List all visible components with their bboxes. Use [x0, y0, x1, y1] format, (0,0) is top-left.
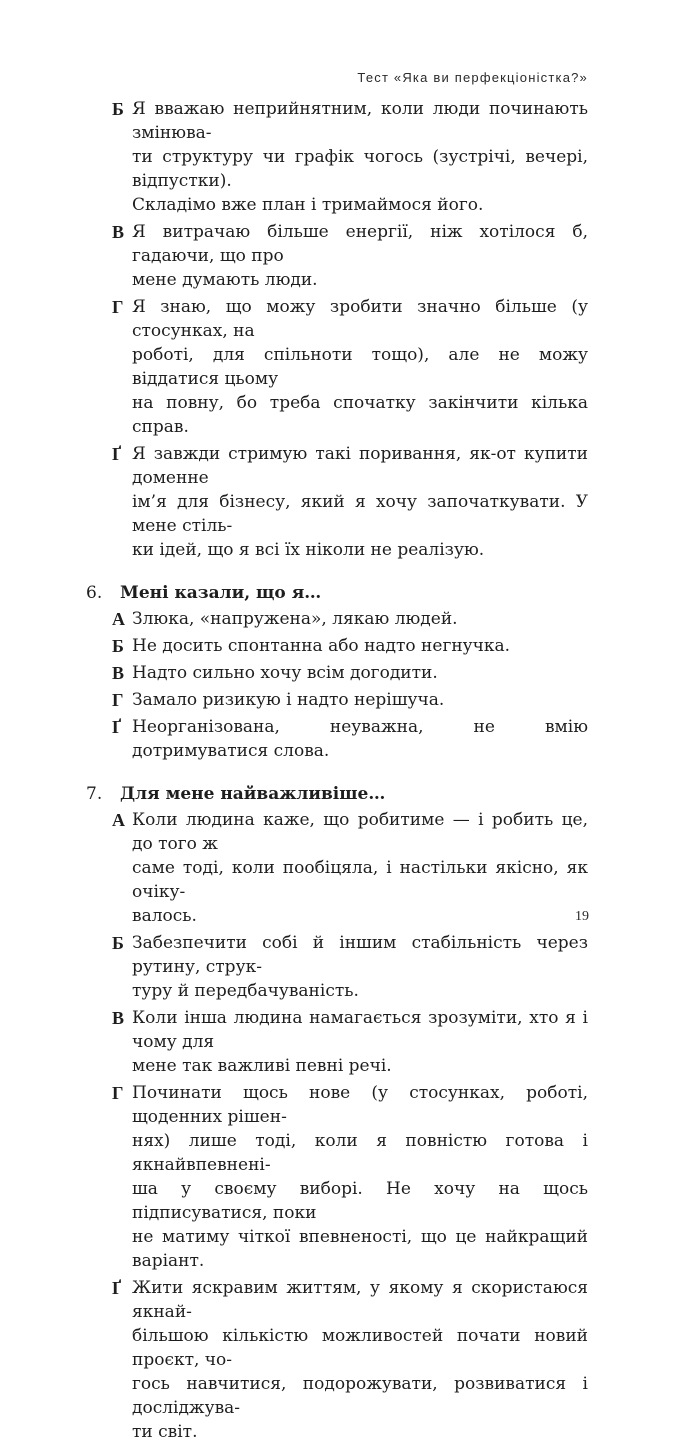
answer-option — [86, 931, 588, 1003]
option-line: Починати щось нове (у стосунках, роботі, щоденних рішен- — [132, 1083, 588, 1127]
option-letter: В — [112, 1008, 125, 1028]
option-text — [132, 1006, 588, 1078]
option-line: ім’я для бізнесу, який я хочу започаткувати. У мене стіль- — [132, 492, 588, 536]
option-letter: В — [112, 663, 125, 683]
option-line: Забезпечити собі й іншим стабільність через рутину, струк- — [132, 933, 588, 977]
answer-option — [86, 808, 588, 928]
option-line: Я вважаю неприйнятним, коли люди починають змінюва- — [132, 99, 588, 143]
answer-option — [86, 661, 588, 685]
option-line: Неорганізована, неуважна, не вмію дотримуватися слова. — [132, 717, 588, 761]
option-line: Я завжди стримую такі поривання, як-от купити доменне — [132, 444, 588, 488]
option-line: на повну, бо треба спочатку закінчити кілька справ. — [132, 393, 588, 437]
option-line: Я витрачаю більше енергії, ніж хотілося б, гадаючи, що про — [132, 222, 588, 266]
question-heading — [86, 782, 588, 806]
option-line: ша у своєму виборі. Не хочу на щось підписуватися, поки — [132, 1179, 588, 1223]
option-letter: В — [112, 222, 125, 242]
option-text — [132, 661, 588, 685]
question-title: Для мене найважливіше… — [120, 784, 386, 804]
option-line: саме тоді, коли пообіцяла, і настільки якісно, як очіку- — [132, 858, 588, 902]
option-line: більшою кількістю можливостей почати новий проєкт, чо- — [132, 1326, 588, 1370]
option-text — [132, 1081, 588, 1273]
option-line: Жити яскравим життям, у якому я скористаюся якнай- — [132, 1278, 588, 1322]
option-letter: Ґ — [112, 444, 122, 464]
option-letter: А — [112, 609, 125, 629]
option-letter: Г — [112, 297, 124, 317]
page-number: 19 — [575, 909, 589, 924]
page-content — [86, 97, 588, 1444]
option-line: Коли інша людина намагається зрозуміти, хто я і чому для — [132, 1008, 588, 1052]
question-number: 6. — [86, 583, 103, 603]
option-letter: Б — [112, 933, 124, 953]
answer-option — [86, 607, 588, 631]
answer-option — [86, 634, 588, 658]
option-line: Складімо вже план і тримаймося його. — [132, 195, 484, 215]
question-number: 7. — [86, 784, 103, 804]
answer-option — [86, 715, 588, 763]
option-line: Замало ризикую і надто нерішуча. — [132, 690, 445, 710]
answer-option — [86, 1006, 588, 1078]
option-text — [132, 688, 588, 712]
option-line: гось навчитися, подорожувати, розвиватися і досліджува- — [132, 1374, 588, 1418]
option-line: мене думають люди. — [132, 270, 318, 290]
option-text — [132, 808, 588, 928]
question-block — [86, 782, 588, 1444]
option-text — [132, 1276, 588, 1444]
option-text — [132, 295, 588, 439]
option-line: туру й передбачуваність. — [132, 981, 359, 1001]
option-line: валось. — [132, 906, 197, 926]
option-letter: Г — [112, 690, 124, 710]
option-letter: Б — [112, 99, 124, 119]
answer-option — [86, 220, 588, 292]
answer-option — [86, 688, 588, 712]
option-line: Я знаю, що можу зробити значно більше (у стосунках, на — [132, 297, 588, 341]
answer-option — [86, 295, 588, 439]
answer-option — [86, 1081, 588, 1273]
option-line: Злюка, «напружена», лякаю людей. — [132, 609, 458, 629]
question-heading — [86, 581, 588, 605]
answer-option — [86, 1276, 588, 1444]
option-text — [132, 220, 588, 292]
option-line: не матиму чіткої впевненості, що це найкращий варіант. — [132, 1227, 588, 1271]
questions-list — [86, 581, 588, 1444]
option-text — [132, 634, 588, 658]
option-text — [132, 97, 588, 217]
option-line: мене так важливі певні речі. — [132, 1056, 392, 1076]
option-letter: Ґ — [112, 1278, 122, 1298]
question-title: Мені казали, що я… — [120, 583, 322, 603]
option-line: ти структуру чи графік чогось (зустрічі, вечері, відпустки). — [132, 147, 588, 191]
option-line: ки ідей, що я всі їх ніколи не реалізую. — [132, 540, 485, 560]
question-block — [86, 581, 588, 763]
option-line: роботі, для спільноти тощо), але не можу віддатися цьому — [132, 345, 588, 389]
answer-option — [86, 442, 588, 562]
option-line: нях) лише тоді, коли я повністю готова і якнайвпевнені- — [132, 1131, 588, 1175]
option-text — [132, 607, 588, 631]
option-letter: А — [112, 810, 125, 830]
option-line: Коли людина каже, що робитиме — і робить це, до того ж — [132, 810, 588, 854]
option-line: Надто сильно хочу всім догодити. — [132, 663, 438, 683]
option-text — [132, 442, 588, 562]
option-letter: Г — [112, 1083, 124, 1103]
running-header: Тест «Яка ви перфекціоністка?» — [357, 70, 588, 85]
option-text — [132, 931, 588, 1003]
option-letter: Б — [112, 636, 124, 656]
option-line: Не досить спонтанна або надто негнучка. — [132, 636, 511, 656]
option-letter: Ґ — [112, 717, 122, 737]
answer-option — [86, 97, 588, 217]
option-text — [132, 715, 588, 763]
continued-options — [86, 97, 588, 562]
option-line: ти світ. — [132, 1422, 198, 1442]
